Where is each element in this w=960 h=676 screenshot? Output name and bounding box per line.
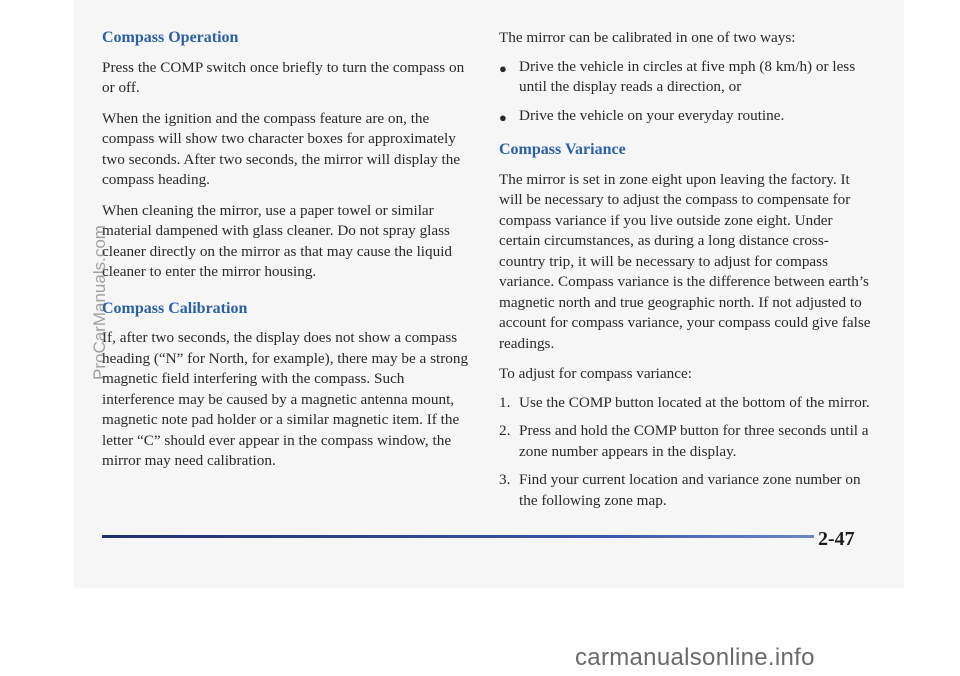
paragraph-calibration-intro: The mirror can be calibrated in one of two ways:: [499, 29, 796, 46]
calibration-methods-list: [499, 57, 873, 127]
list-item: [499, 470, 873, 511]
left-column: [102, 28, 472, 482]
list-item: [499, 421, 873, 462]
bottom-watermark: carmanualsonline.info: [575, 644, 815, 671]
adjust-steps-list: [499, 393, 873, 512]
page-number: 2-47: [818, 528, 855, 550]
paragraph-variance: The mirror is set in zone eight upon leaving the factory. It will be necessary to adjust the compass to compensate for compass variance if you live outside zone eight. Under certain circumstances, as during a long distance cross-country trip, it will be necessary to adjust for compass variance. Compass variance is the difference between earth’s magnetic north and true geographic north. If not adjusted to account for compass variance, your compass could give false readings.: [499, 170, 871, 352]
heading-compass-variance: Compass Variance: [499, 141, 626, 158]
paragraph-calibration: If, after two seconds, the display does not show a compass heading (“N” for North, for example), there may be a strong magnetic field interfering with the compass. Such interference may be caused by a magnetic antenna mount, magnetic note pad holder or a similar magnetic item. If the letter “C” should ever appear in the compass window, the mirror may need calibration.: [102, 329, 469, 469]
side-watermark-text: ProCarManuals.com: [90, 225, 109, 380]
right-column: [499, 28, 873, 519]
footer-rule: [102, 535, 814, 538]
bullet-text: Drive the vehicle on your everyday routine.: [519, 106, 785, 124]
heading-compass-calibration: Compass Calibration: [102, 299, 248, 317]
step-number: 2.: [499, 422, 511, 439]
paragraph-comp-switch: Press the COMP switch once briefly to turn the compass on or off.: [102, 58, 465, 96]
list-item: [499, 106, 873, 127]
heading-compass-operation: Compass Operation: [102, 29, 239, 46]
step-text: Use the COMP button located at the bottom of the mirror.: [519, 393, 870, 411]
bullet-icon: ●: [499, 60, 507, 76]
step-number: 1.: [499, 393, 511, 411]
paragraph-cleaning: When cleaning the mirror, use a paper towel or similar material dampened with glass cleaner. Do not spray glass cleaner directly on the mirror as that may cause the liquid cleaner to enter the mirror housing.: [102, 201, 453, 280]
bullet-icon: ●: [499, 109, 507, 125]
step-text: Press and hold the COMP button for three seconds until a zone number appears in the display.: [519, 422, 869, 460]
bullet-text: Drive the vehicle in circles at five mph (8 km/h) or less until the display reads a direction, or: [519, 57, 856, 95]
paragraph-adjust-intro: To adjust for compass variance:: [499, 365, 692, 382]
list-item: [499, 57, 873, 98]
step-text: Find your current location and variance zone number on the following zone map.: [519, 471, 861, 509]
paragraph-ignition: When the ignition and the compass feature are on, the compass will show two character boxes for approximately two seconds. After two seconds, the mirror will display the compass heading.: [102, 109, 461, 188]
side-watermark: [82, 190, 118, 380]
list-item: [499, 393, 873, 414]
step-number: 3.: [499, 471, 511, 488]
